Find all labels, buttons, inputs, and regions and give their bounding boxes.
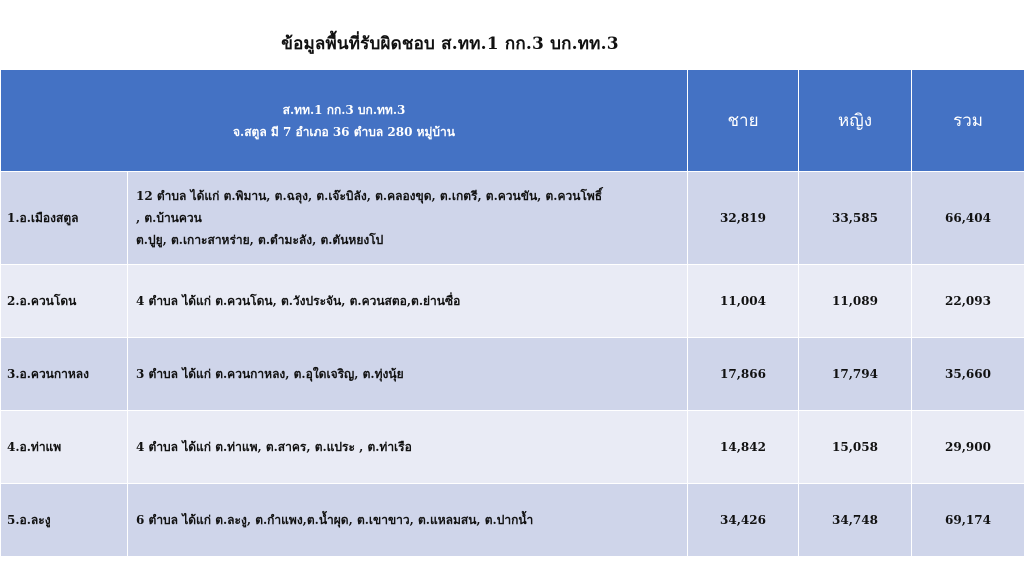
subdistrict-list	[128, 265, 688, 338]
total-count: 22,093	[912, 265, 1024, 338]
subdistrict-list	[128, 411, 688, 484]
subdistrict-line: 4 ตำบล ได้แก่ ต.ควนโดน, ต.วังประจัน, ต.ควนสตอ,ต.ย่านซื่อ	[136, 294, 461, 308]
male-count: 34,426	[688, 484, 799, 557]
header-province-summary: จ.สตูล มี 7 อำเภอ 36 ตำบล 280 หมู่บ้าน	[233, 124, 455, 139]
female-count: 33,585	[799, 172, 912, 265]
subdistrict-list	[128, 172, 688, 265]
table-row	[1, 338, 1024, 411]
table-row	[1, 484, 1024, 557]
total-count: 69,174	[912, 484, 1024, 557]
subdistrict-line: 3 ตำบล ได้แก่ ต.ควนกาหลง, ต.อุใดเจริญ, ต.ทุ่งนุ้ย	[136, 367, 404, 381]
header-total: รวม	[912, 70, 1024, 172]
subdistrict-line: 6 ตำบล ได้แก่ ต.ละงู, ต.กำแพง,ต.น้ำผุด, ต.เขาขาว, ต.แหลมสน, ต.ปากน้ำ	[136, 513, 534, 527]
male-count: 11,004	[688, 265, 799, 338]
header-unit-name: ส.ทท.1 กก.3 บก.ทท.3	[282, 102, 406, 117]
page-title: ข้อมูลพื้นที่รับผิดชอบ ส.ทท.1 กก.3 บก.ทท.3	[281, 34, 619, 54]
table-header-row	[1, 70, 1024, 172]
total-count: 66,404	[912, 172, 1024, 265]
subdistrict-list	[128, 338, 688, 411]
table-row	[1, 411, 1024, 484]
male-count: 17,866	[688, 338, 799, 411]
female-count: 34,748	[799, 484, 912, 557]
subdistrict-line: 12 ตำบล ได้แก่ ต.พิมาน, ต.ฉลุง, ต.เจ๊ะบิลัง, ต.คลองขุด, ต.เกตรี, ต.ควนขัน, ต.ควนโพธิ์	[136, 189, 603, 203]
district-name: 2.อ.ควนโดน	[1, 265, 128, 338]
district-name: 3.อ.ควนกาหลง	[1, 338, 128, 411]
total-count: 35,660	[912, 338, 1024, 411]
table-row	[1, 265, 1024, 338]
district-name: 4.อ.ท่าแพ	[1, 411, 128, 484]
header-male: ชาย	[688, 70, 799, 172]
header-female: หญิง	[799, 70, 912, 172]
header-unit-cell	[1, 70, 688, 172]
area-responsibility-table	[0, 69, 1024, 557]
total-count: 29,900	[912, 411, 1024, 484]
female-count: 11,089	[799, 265, 912, 338]
subdistrict-list	[128, 484, 688, 557]
male-count: 14,842	[688, 411, 799, 484]
subdistrict-line: 4 ตำบล ได้แก่ ต.ท่าแพ, ต.สาคร, ต.แประ , ต.ท่าเรือ	[136, 440, 412, 454]
female-count: 17,794	[799, 338, 912, 411]
table-row	[1, 172, 1024, 265]
district-name: 5.อ.ละงู	[1, 484, 128, 557]
subdistrict-line: ต.ปูยู, ต.เกาะสาหร่าย, ต.ตำมะลัง, ต.ตันหยงโป	[136, 233, 384, 247]
district-name: 1.อ.เมืองสตูล	[1, 172, 128, 265]
subdistrict-line: , ต.บ้านควน	[136, 211, 202, 225]
male-count: 32,819	[688, 172, 799, 265]
female-count: 15,058	[799, 411, 912, 484]
